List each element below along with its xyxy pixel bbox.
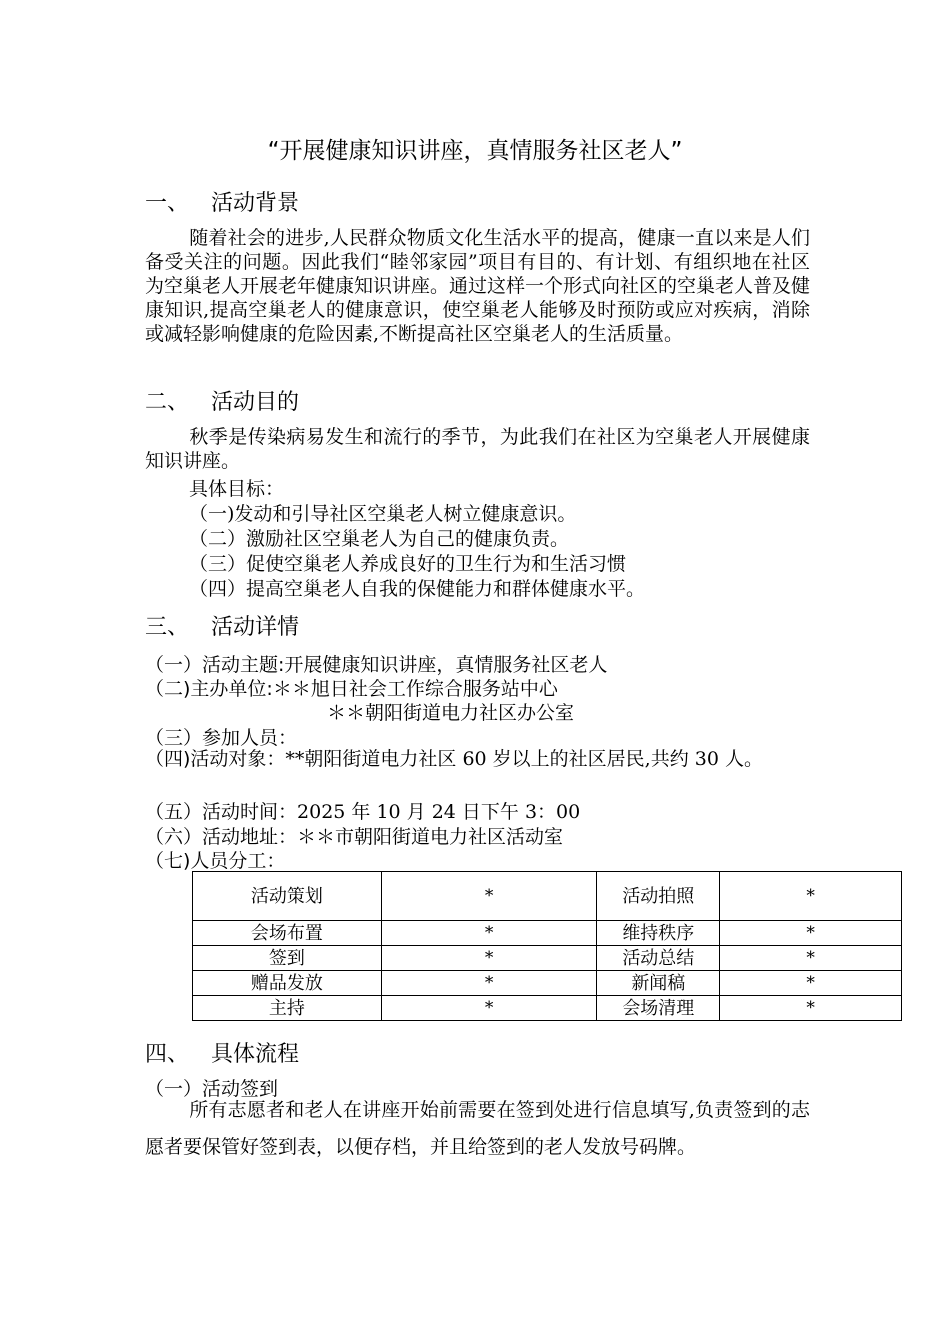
- detail-host-second: ＊＊朝阳街道电力社区办公室: [327, 702, 575, 724]
- person-cell: *: [720, 872, 902, 921]
- section-number: 一、: [145, 191, 190, 216]
- role-cell: 会场布置: [193, 921, 382, 946]
- staff-table: [192, 871, 902, 1021]
- process-step-text: 所有志愿者和老人在讲座开始前需要在签到处进行信息填写,负责签到的志愿者要保管好签到表，以便存档，并且给签到的老人发放号码牌。: [145, 1099, 810, 1158]
- table-row: [193, 996, 902, 1021]
- detail-label: （二)主办单位:: [145, 678, 273, 700]
- process-step-title: （一）活动签到: [145, 1078, 279, 1100]
- purpose-paragraph: [145, 425, 810, 473]
- table-row: [193, 946, 902, 971]
- detail-label: （五）活动时间：: [145, 801, 298, 823]
- person-cell: *: [720, 971, 902, 996]
- detail-label: （七)人员分工：: [145, 850, 286, 872]
- section-heading-background: [145, 186, 299, 217]
- section-title: 活动背景: [211, 191, 300, 216]
- role-cell: 主持: [193, 996, 382, 1021]
- role-cell: 新闻稿: [597, 971, 720, 996]
- detail-label: （三）参加人员：: [145, 727, 298, 749]
- detail-value: 开展健康知识讲座，真情服务社区老人: [284, 654, 608, 676]
- detail-time: [145, 797, 580, 824]
- detail-label: （一）活动主题:: [145, 654, 285, 676]
- process-step-paragraph: [145, 1092, 810, 1166]
- detail-value: 2025 年 10 月 24 日下午 3：00: [297, 801, 581, 823]
- person-cell: *: [720, 946, 902, 971]
- detail-theme: [145, 650, 607, 677]
- detail-place: [145, 822, 563, 849]
- section-number: 二、: [145, 390, 190, 415]
- person-cell: *: [381, 872, 597, 921]
- detail-staff: [145, 846, 285, 873]
- person-cell: *: [381, 971, 597, 996]
- role-cell: 活动总结: [597, 946, 720, 971]
- person-cell: *: [720, 996, 902, 1021]
- role-cell: 会场清理: [597, 996, 720, 1021]
- section-heading-process: [145, 1037, 299, 1068]
- document-title: “开展健康知识讲座，真情服务社区老人”: [267, 138, 683, 164]
- role-cell: 活动策划: [193, 872, 382, 921]
- section-heading-details: [145, 610, 299, 641]
- role-cell: 活动拍照: [597, 872, 720, 921]
- table-row: [193, 872, 902, 921]
- detail-participants: [145, 723, 297, 750]
- section-title: 活动详情: [211, 615, 300, 640]
- detail-value: **朝阳街道电力社区 60 岁以上的社区居民,共约 30 人。: [285, 748, 763, 770]
- table-row: [193, 921, 902, 946]
- detail-label: （四)活动对象：: [145, 748, 286, 770]
- background-paragraph: [145, 226, 810, 346]
- person-cell: *: [381, 921, 597, 946]
- section-number: 四、: [145, 1042, 190, 1067]
- section-title: 活动目的: [211, 390, 300, 415]
- role-cell: 签到: [193, 946, 382, 971]
- detail-value: ＊＊市朝阳街道电力社区活动室: [297, 826, 564, 848]
- detail-value: ＊＊旭日社会工作综合服务站中心: [272, 678, 558, 700]
- detail-host: [145, 674, 558, 701]
- section-number: 三、: [145, 615, 190, 640]
- person-cell: *: [381, 996, 597, 1021]
- person-cell: *: [381, 946, 597, 971]
- goal-item: （二）激励社区空巢老人为自己的健康负责。: [189, 528, 570, 550]
- role-cell: 赠品发放: [193, 971, 382, 996]
- goal-item: （一)发动和引导社区空巢老人树立健康意识。: [189, 503, 577, 525]
- person-cell: *: [720, 921, 902, 946]
- table-row: [193, 971, 902, 996]
- section-title: 具体流程: [211, 1042, 300, 1067]
- goal-item: （三）促使空巢老人养成良好的卫生行为和生活习惯: [189, 553, 627, 575]
- detail-target: [145, 747, 810, 771]
- goals-label: 具体目标：: [189, 478, 285, 500]
- detail-label: （六）活动地址：: [145, 826, 298, 848]
- role-cell: 维持秩序: [597, 921, 720, 946]
- background-text: 随着社会的进步,人民群众物质文化生活水平的提高，健康一直以来是人们备受关注的问题。因此我们“睦邻家园”项目有目的、有计划、有组织地在社区为空巢老人开展老年健康知识讲座。通过这样一个形式向社区的空巢老人普及健康知识,提高空巢老人的健康意识，使空巢老人能够及时预防或应对疾病，消除或减轻影响健康的危险因素,不断提高社区空巢老人的生活质量。: [145, 227, 811, 345]
- section-heading-purpose: [145, 385, 299, 416]
- purpose-text: 秋季是传染病易发生和流行的季节，为此我们在社区为空巢老人开展健康知识讲座。: [145, 426, 810, 472]
- goal-item: （四）提高空巢老人自我的保健能力和群体健康水平。: [189, 578, 646, 600]
